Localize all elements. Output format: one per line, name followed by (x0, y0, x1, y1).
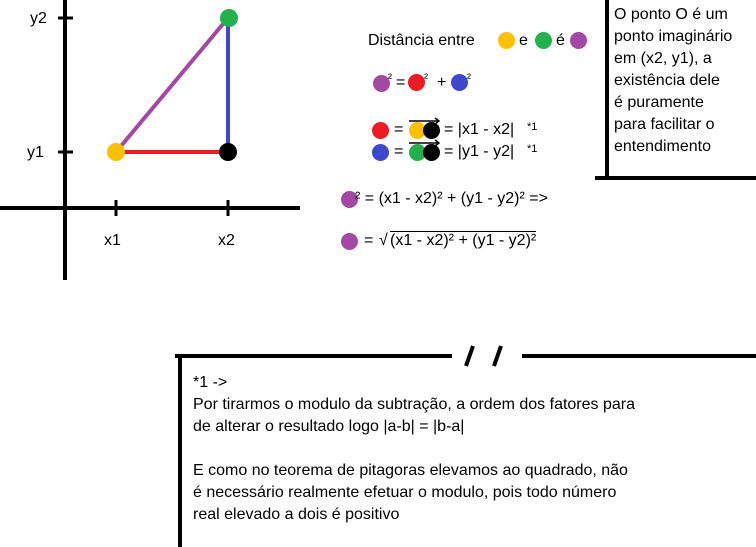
side-note-line: O ponto O é um (614, 6, 728, 23)
pyth-square: ² (388, 71, 392, 85)
x2-label: x2 (218, 232, 235, 249)
point-black (219, 143, 237, 161)
blue-dot-icon (451, 74, 468, 91)
hypotenuse-line (116, 18, 228, 152)
black-dot-icon (423, 144, 440, 161)
yellow-dot-icon (498, 32, 515, 49)
side-note-line: existência dele (614, 72, 720, 89)
purple-dot-icon (570, 32, 587, 49)
final-equals: = (364, 232, 374, 249)
blue-dot-icon (372, 144, 389, 161)
separator-slash-1 (466, 346, 473, 366)
pyth-square: ² (424, 71, 428, 85)
intro-text: Distância entre (368, 32, 475, 49)
blue-result: = |y1 - y2| (444, 143, 515, 160)
blue-equals: = (394, 143, 404, 160)
y1-label: y1 (27, 144, 44, 161)
black-dot-icon (423, 122, 440, 139)
red-dot-icon (372, 122, 389, 139)
side-note-line: para facilitar o (614, 116, 715, 133)
blue-note-ref: *1 (527, 143, 538, 155)
footnote-line: real elevado a dois é positivo (193, 506, 400, 523)
purple-dot-icon (341, 233, 358, 250)
sqrt-symbol: √ (379, 232, 388, 249)
pyth-equals: = (396, 74, 406, 91)
pyth-square: ² (467, 71, 471, 85)
red-note-ref: *1 (527, 121, 538, 133)
footnote-line: de alterar o resultado logo |a-b| = |b-a| (193, 418, 465, 435)
point-green (220, 9, 238, 27)
green-dot-icon (535, 32, 552, 49)
separator-slash-2 (494, 346, 501, 366)
side-note-line: ponto imaginário (614, 28, 733, 45)
intro-and: e (519, 32, 528, 49)
x1-label: x1 (104, 232, 121, 249)
intro-is: é (556, 32, 565, 49)
red-equals: = (394, 121, 404, 138)
final-expression: (x1 - x2)² + (y1 - y2)² (390, 232, 537, 249)
side-note-line: entendimento (614, 138, 711, 155)
red-dot-icon (408, 74, 425, 91)
footnote-line: é necessário realmente efetuar o modulo, pois todo número (193, 484, 617, 501)
pyth-plus: + (437, 74, 447, 91)
side-note-line: é puramente (614, 94, 704, 111)
expanded-formula: ² = (x1 - x2)² + (y1 - y2)² => (355, 190, 548, 207)
footnote-line: Por tirarmos o modulo da subtração, a ordem dos fatores para (193, 396, 635, 413)
footnote-line: *1 -> (193, 374, 228, 391)
red-result: = |x1 - x2| (444, 121, 515, 138)
point-yellow (107, 143, 125, 161)
footnote-line: E como no teorema de pitagoras elevamos ao quadrado, não (193, 462, 628, 479)
y2-label: y2 (30, 10, 47, 27)
side-note-line: em (x2, y1), a (614, 50, 712, 67)
